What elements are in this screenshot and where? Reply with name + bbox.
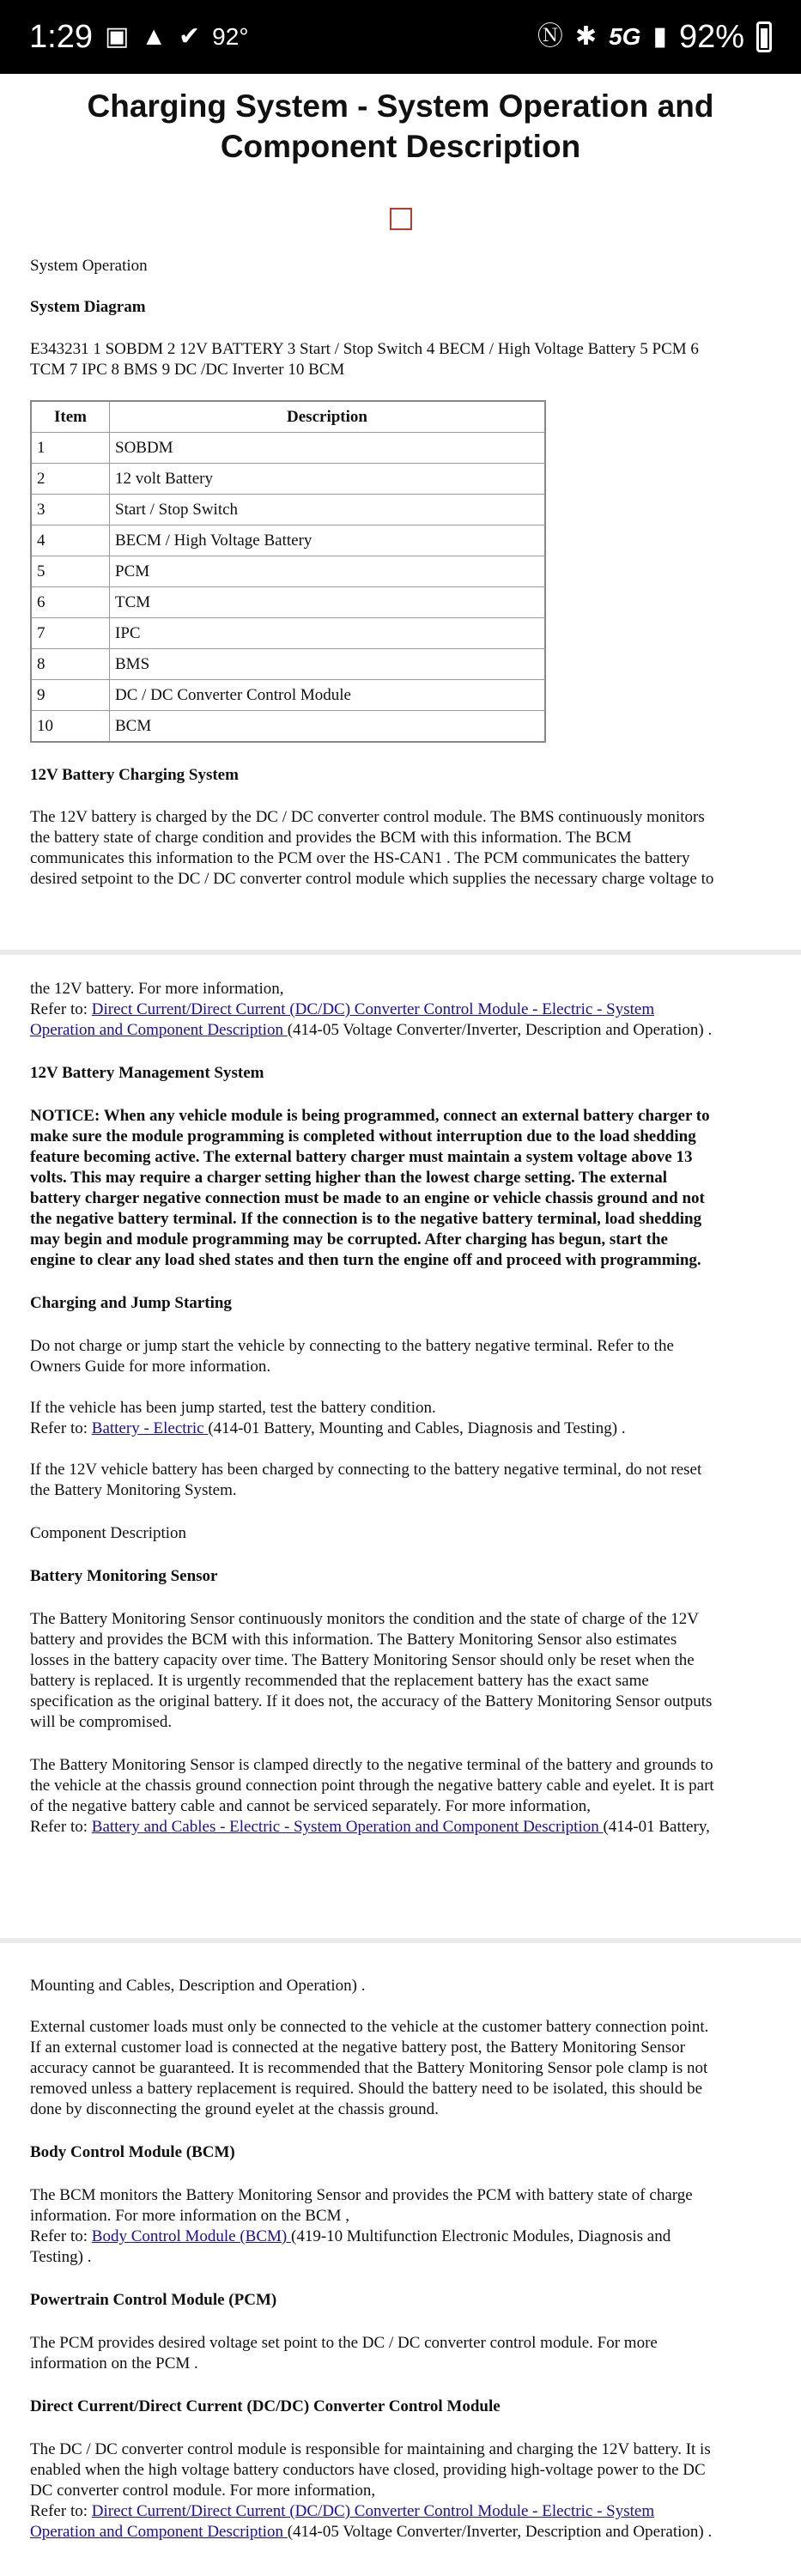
item-number: 5: [31, 556, 110, 587]
text-line: information. For more information on the BCM ,: [30, 2207, 350, 2225]
item-description: Start / Stop Switch: [110, 495, 546, 526]
item-description: IPC: [110, 618, 546, 649]
item-description: DC / DC Converter Control Module: [110, 680, 546, 711]
nfc-icon: Ⓝ: [537, 22, 563, 51]
text-line: The DC / DC converter control module is responsible for maintaining and charging the 12V battery. It is: [30, 2440, 711, 2458]
text-line: DC converter control module. For more information,: [30, 2482, 376, 2500]
text-line: Do not charge or jump start the vehicle by connecting to the battery negative terminal. Refer to the: [30, 1337, 674, 1355]
item-number: 2: [31, 464, 110, 495]
text-line: Owners Guide for more information.: [30, 1358, 271, 1376]
jump-starting-heading: Charging and Jump Starting: [30, 1294, 232, 1312]
item-description: BMS: [110, 649, 546, 680]
title-line-1: Charging System - System Operation and: [87, 88, 714, 124]
reference-suffix: (419-10 Multifunction Electronic Modules, Diagnosis and: [291, 2227, 671, 2245]
text-line: The 12V battery is charged by the DC / DC converter control module. The BMS continuously monitors: [30, 808, 705, 826]
table-row: [31, 526, 545, 556]
text-line: If the vehicle has been jump started, test the battery condition.: [30, 1399, 436, 1417]
charging-paragraph-continued: the 12V battery. For more information,: [30, 980, 284, 998]
text-line: may begin and module programming may be corrupted. After charging has begun, start the: [30, 1230, 668, 1249]
dcdc-converter-link-continued[interactable]: Operation and Component Description: [30, 1021, 288, 1039]
header-item: Item: [31, 401, 110, 433]
refer-label: Refer to:: [30, 1000, 88, 1018]
table-row: [31, 680, 545, 711]
broken-image-icon: [390, 208, 412, 230]
dcdc-converter-link[interactable]: Direct Current/Direct Current (DC/DC) Converter Control Module - Electric - System: [91, 1000, 655, 1018]
text-line: removed unless a battery replacement is required. Should the battery need to be isolated, this should be: [30, 2080, 702, 2098]
table-row: [31, 587, 545, 618]
jump-paragraph-2: [30, 1398, 771, 1439]
network-label: 5G: [609, 23, 641, 50]
table-row: [31, 433, 545, 464]
text-line: The Battery Monitoring Sensor continuously monitors the condition and the state of charge of the 12V: [30, 1610, 700, 1628]
text-line: volts. This may require a charger setting higher than the lowest charge setting. The external: [30, 1169, 668, 1187]
reference-suffix: (414-05 Voltage Converter/Inverter, Description and Operation) .: [287, 1021, 713, 1039]
table-row: [31, 649, 545, 680]
text-line: the vehicle at the chassis ground connection point through the negative battery cable and eyelet. It is part: [30, 1777, 714, 1795]
diagram-caption-line-1: E343231 1 SOBDM 2 12V BATTERY 3 Start / Stop Switch 4 BECM / High Voltage Battery 5 PCM 6: [30, 340, 699, 358]
document-page-2: [0, 955, 801, 1938]
text-line: information on the PCM .: [30, 2354, 198, 2372]
system-operation-label: System Operation: [30, 257, 148, 275]
bcm-paragraph: [30, 2185, 771, 2268]
page-title: [30, 74, 771, 167]
item-number: 9: [31, 680, 110, 711]
text-line: If an external customer load is connected at the negative battery post, the Battery Monitoring Sensor: [30, 2038, 685, 2057]
battery-cables-link[interactable]: Battery and Cables - Electric - System Operation and Component Description: [91, 1818, 604, 1836]
pcm-paragraph: [30, 2333, 771, 2374]
table-row: [31, 495, 545, 526]
text-line: done by disconnecting the ground eyelet at the chassis ground.: [30, 2100, 439, 2118]
refer-label: Refer to:: [30, 2227, 88, 2245]
text-line: battery and provides the BCM with this information. The Battery Monitoring Sensor also estimates: [30, 1631, 677, 1649]
item-number: 6: [31, 587, 110, 618]
dcdc-converter-link-2[interactable]: Direct Current/Direct Current (DC/DC) Converter Control Module - Electric - System: [91, 2502, 655, 2520]
table-header-row: [31, 401, 545, 433]
refer-line: [30, 2227, 771, 2247]
bms-paragraph-2: [30, 1755, 771, 1838]
dcdc-heading: Direct Current/Direct Current (DC/DC) Converter Control Module: [30, 2397, 501, 2415]
pcm-heading: Powertrain Control Module (PCM): [30, 2291, 277, 2309]
text-line: The Battery Monitoring Sensor is clamped directly to the negative terminal of the battery and grounds to: [30, 1756, 713, 1774]
text-line: External customer loads must only be connected to the vehicle at the customer battery connection point.: [30, 2018, 709, 2036]
item-description: 12 volt Battery: [110, 464, 546, 495]
refer-line: [30, 2501, 771, 2522]
gallery-icon: ▣: [104, 22, 130, 51]
refer-line: [30, 1419, 771, 1439]
clock: 1:29: [29, 18, 93, 55]
text-line: NOTICE: When any vehicle module is being programmed, connect an external battery charger to: [30, 1107, 710, 1125]
text-line: The BCM monitors the Battery Monitoring Sensor and provides the PCM with battery state of charge: [30, 2186, 693, 2204]
signal-icon: ▮: [652, 22, 667, 51]
status-bar: [0, 0, 801, 74]
table-row: [31, 464, 545, 495]
text-line: communicates this information to the PCM over the HS-CAN1 . The PCM communicates the battery: [30, 849, 690, 867]
battery-percent: 92%: [678, 18, 744, 55]
item-description: SOBDM: [110, 433, 546, 464]
battery-management-heading: 12V Battery Management System: [30, 1064, 264, 1082]
battery-electric-link[interactable]: Battery - Electric: [91, 1419, 209, 1437]
refer-line: [30, 999, 771, 1020]
text-line: will be compromised.: [30, 1713, 173, 1731]
notice-paragraph: [30, 1106, 771, 1271]
item-description: BCM: [110, 711, 546, 743]
refer-label: Refer to:: [30, 1818, 88, 1836]
table-row: [31, 711, 545, 743]
text-line: Testing) .: [30, 2248, 92, 2266]
text-line: the negative battery terminal. If the connection is to the negative battery terminal, load shedding: [30, 1210, 702, 1228]
text-line: engine to clear any load shed states and then turn the engine off and proceed with programming.: [30, 1251, 701, 1269]
items-table: [30, 400, 546, 743]
temperature: 92°: [212, 23, 249, 50]
refer-line: [30, 1817, 771, 1838]
jump-paragraph-3: [30, 1460, 771, 1501]
battery-icon: [756, 21, 772, 52]
battery-monitoring-sensor-heading: Battery Monitoring Sensor: [30, 1567, 218, 1585]
table-row: [31, 556, 545, 587]
refer-line-continued: [30, 2522, 771, 2543]
item-number: 10: [31, 711, 110, 743]
header-description: Description: [110, 401, 546, 433]
item-description: PCM: [110, 556, 546, 587]
text-line: battery charger negative connection must be made to an engine or vehicle chassis ground and not: [30, 1189, 705, 1207]
reference-suffix: (414-01 Battery, Mounting and Cables, Diagnosis and Testing) .: [208, 1419, 626, 1437]
dcdc-paragraph: [30, 2439, 771, 2543]
item-number: 8: [31, 649, 110, 680]
item-number: 4: [31, 526, 110, 556]
item-number: 1: [31, 433, 110, 464]
document-page-1: [0, 74, 801, 950]
text-line: of the negative battery cable and cannot be serviced separately. For more information,: [30, 1797, 591, 1815]
bcm-heading: Body Control Module (BCM): [30, 2143, 235, 2161]
charging-paragraph: [30, 807, 771, 890]
component-description-label: Component Description: [30, 1524, 187, 1542]
text-line: accuracy cannot be guaranteed. It is recommended that the Battery Monitoring Sensor pole clamp is not: [30, 2059, 708, 2077]
text-line: make sure the module programming is completed without interruption due to the load shedding: [30, 1127, 696, 1145]
text-line: If the 12V vehicle battery has been charged by connecting to the battery negative terminal, do not reset: [30, 1461, 702, 1479]
refer-label: Refer to:: [30, 1419, 88, 1437]
title-line-2: Component Description: [220, 129, 581, 164]
item-description: TCM: [110, 587, 546, 618]
bcm-link[interactable]: Body Control Module (BCM): [91, 2227, 291, 2245]
bluetooth-icon: ✱: [574, 22, 598, 51]
text-line: enabled when the high voltage battery conductors have closed, providing high-voltage power to the DC: [30, 2461, 706, 2479]
text-line: battery is replaced. It is urgently recommended that the replacement battery has the exact same: [30, 1672, 649, 1690]
text-line: the Battery Monitoring System.: [30, 1481, 237, 1499]
text-line: the battery state of charge condition and provides the BCM with this information. The BCM: [30, 829, 632, 847]
dcdc-converter-link-2-continued[interactable]: Operation and Component Description: [30, 2523, 288, 2541]
reference-suffix: (414-05 Voltage Converter/Inverter, Description and Operation) .: [287, 2523, 713, 2541]
text-line: specification as the original battery. If it does not, the accuracy of the Battery Monitoring Sensor outputs: [30, 1692, 713, 1710]
item-description: BECM / High Voltage Battery: [110, 526, 546, 556]
item-number: 3: [31, 495, 110, 526]
text-line: feature becoming active. The external battery charger must maintain a system voltage above 13: [30, 1148, 693, 1166]
item-number: 7: [31, 618, 110, 649]
text-line: losses in the battery capacity over time. The Battery Monitoring Sensor should only be reset when the: [30, 1651, 695, 1669]
charging-system-heading: 12V Battery Charging System: [30, 766, 239, 784]
document-page-3: [0, 1943, 801, 2576]
table-row: [31, 618, 545, 649]
text-line: desired setpoint to the DC / DC converter control module which supplies the necessary charge voltage to: [30, 870, 714, 888]
reference-suffix: (414-01 Battery,: [603, 1818, 710, 1836]
diagram-caption-line-2: TCM 7 IPC 8 BMS 9 DC /DC Inverter 10 BCM: [30, 361, 345, 379]
system-diagram-heading: System Diagram: [30, 298, 146, 316]
warning-icon: ▲: [141, 22, 167, 51]
refer-line-continued: [30, 1020, 771, 1041]
jump-paragraph-1: [30, 1336, 771, 1377]
external-loads-paragraph: [30, 2017, 771, 2120]
bms-paragraph-1: [30, 1609, 771, 1733]
check-circle-icon: ✔: [179, 22, 201, 51]
refer-label: Refer to:: [30, 2502, 88, 2520]
text-line: The PCM provides desired voltage set point to the DC / DC converter control module. For more: [30, 2334, 658, 2352]
bms-paragraph-continued: Mounting and Cables, Description and Operation) .: [30, 1977, 366, 1995]
